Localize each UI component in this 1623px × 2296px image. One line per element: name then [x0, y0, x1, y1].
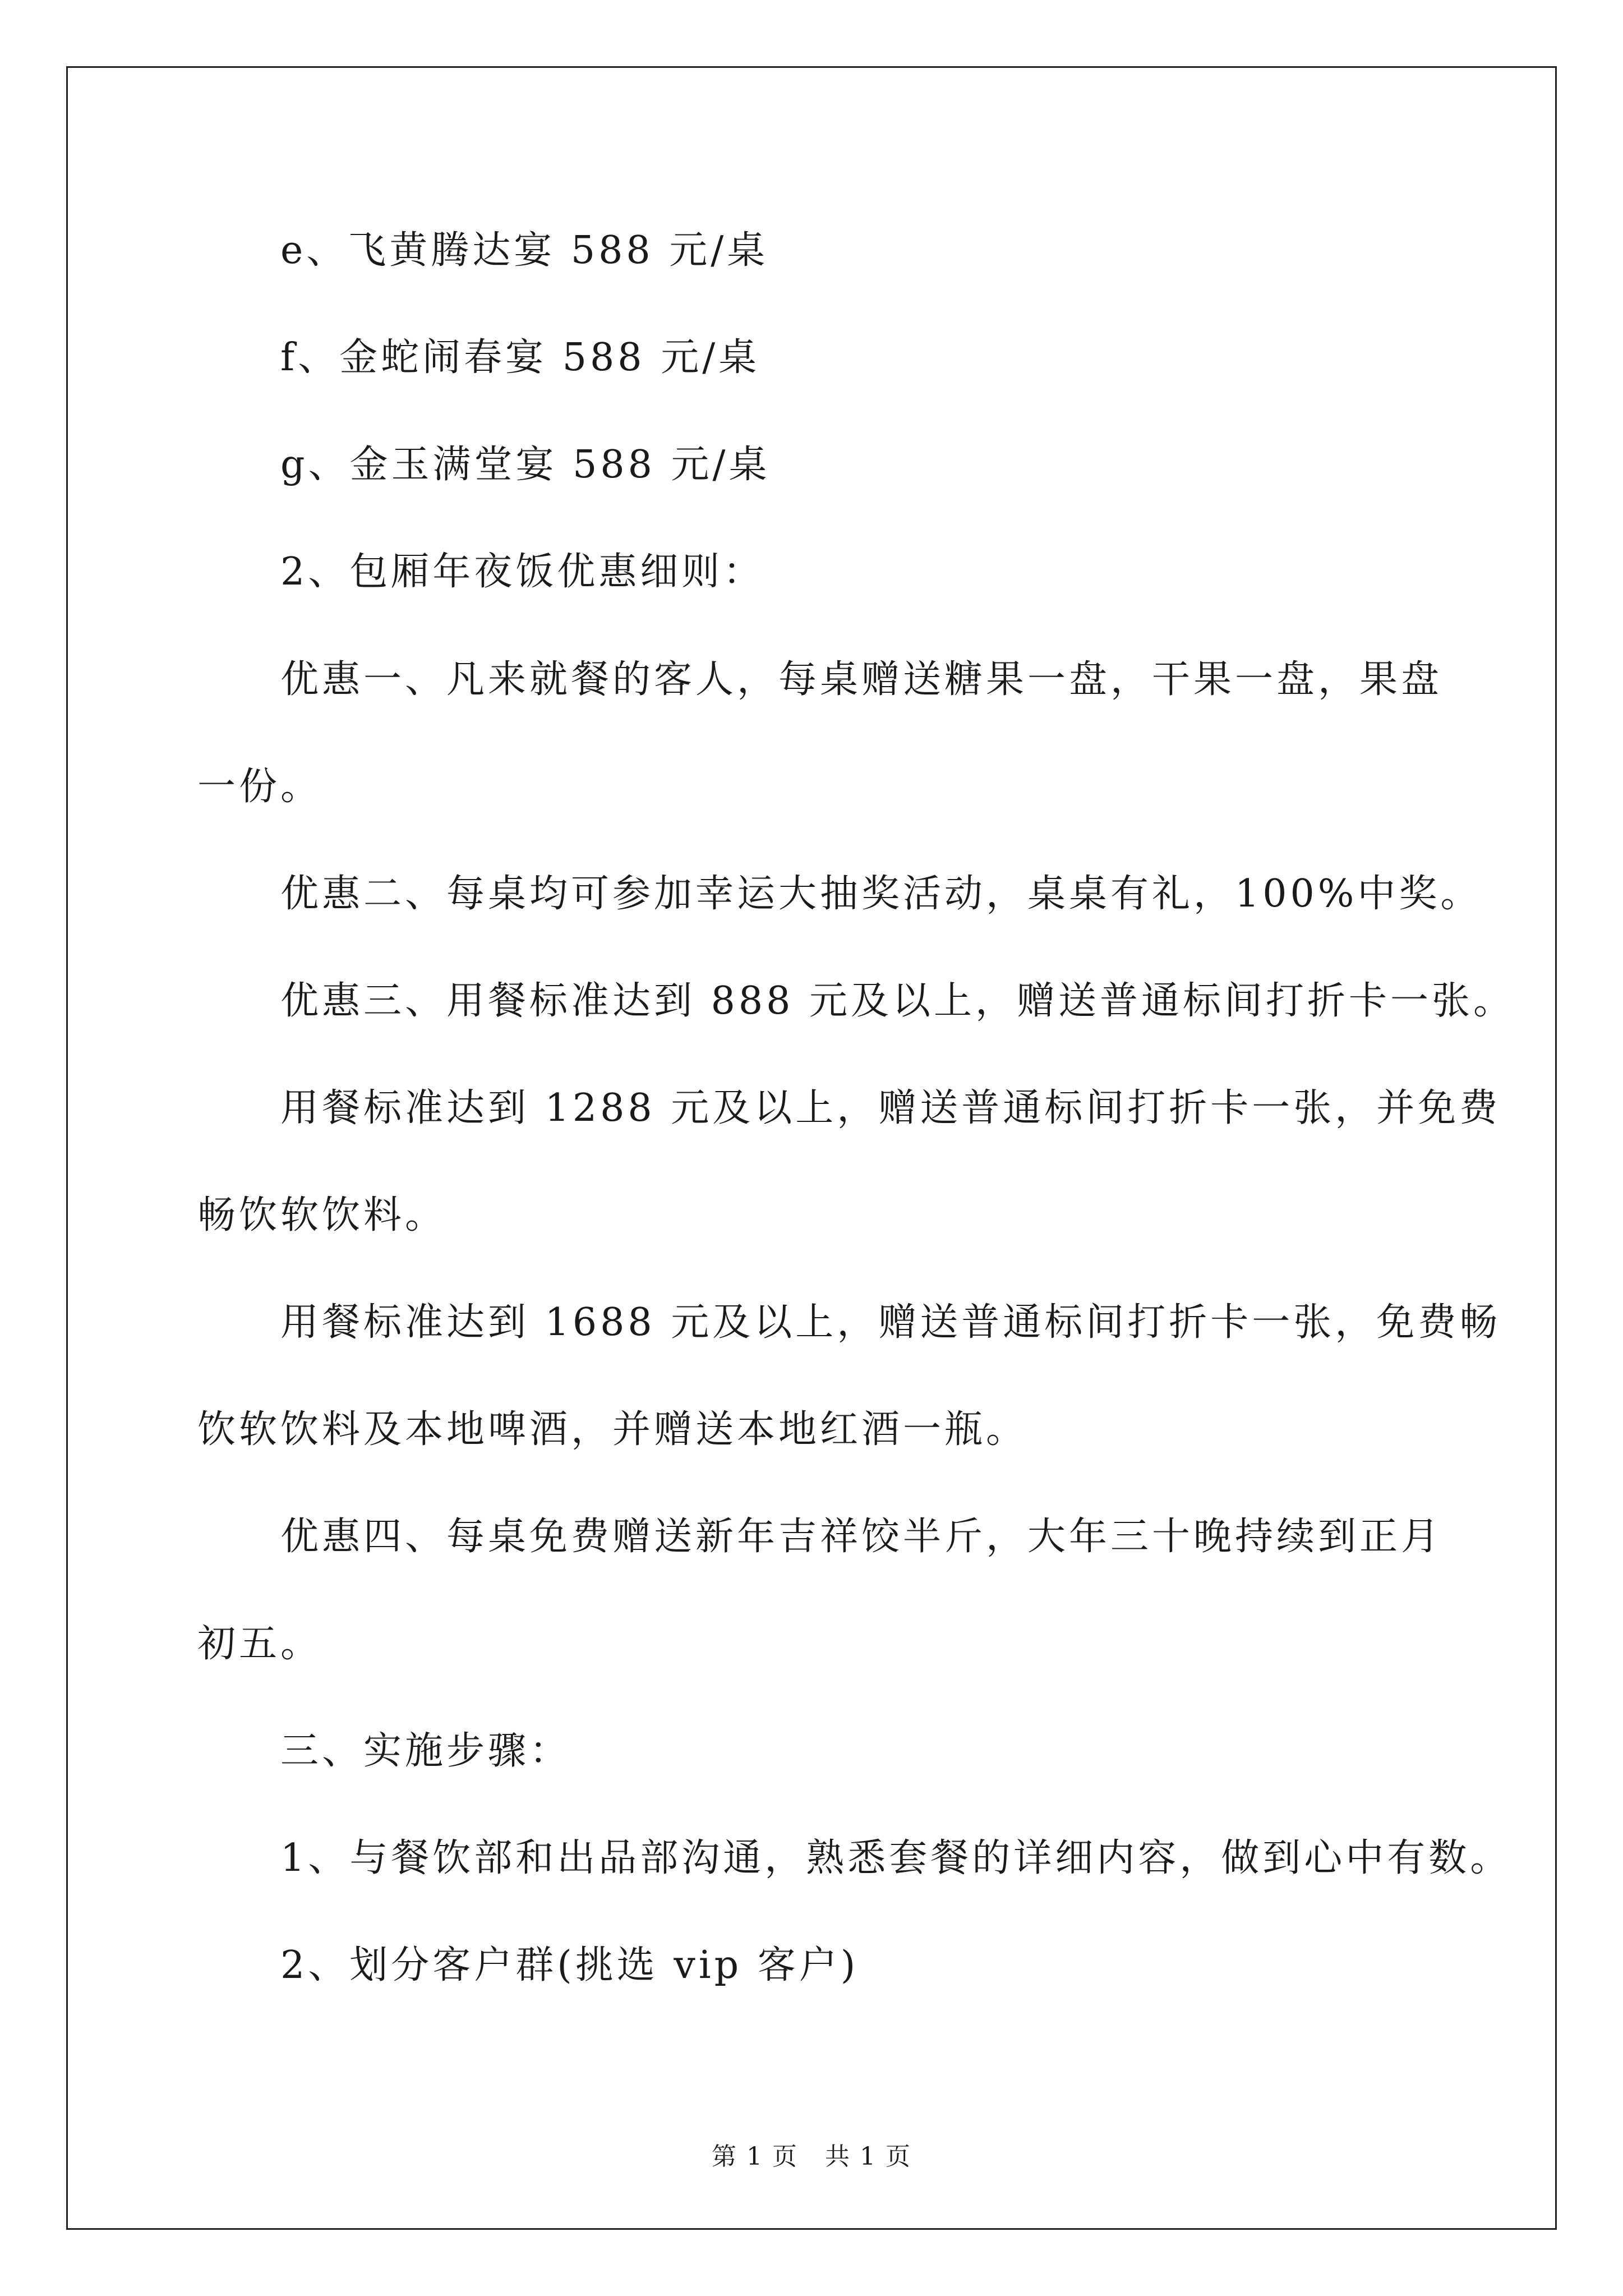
page-number-total: 共 1 页	[825, 2142, 911, 2171]
page-number-current: 第 1 页	[712, 2142, 798, 2171]
paragraph-line: 2、划分客户群(挑选 vip 客户)	[280, 1943, 859, 1987]
paragraph-line: 饮软饮料及本地啤酒，并赠送本地红酒一瓶。	[197, 1407, 1028, 1452]
paragraph-line: 1、与餐饮部和出品部沟通，熟悉套餐的详细内容，做到心中有数。	[280, 1836, 1512, 1880]
paragraph-line: 用餐标准达到 1288 元及以上，赠送普通标间打折卡一张，并免费	[280, 1086, 1501, 1130]
section-heading-private-room: 2、包厢年夜饭优惠细则：	[280, 550, 765, 594]
page-border	[66, 66, 1557, 2230]
menu-item-g: g、金玉满堂宴 588 元/桌	[280, 443, 771, 487]
paragraph-line: 一份。	[197, 765, 322, 809]
paragraph-line: 初五。	[197, 1622, 322, 1666]
paragraph-line: 优惠四、每桌免费赠送新年吉祥饺半斤，大年三十晚持续到正月	[280, 1515, 1443, 1559]
page-footer	[0, 2140, 1623, 2174]
paragraph-line: 优惠二、每桌均可参加幸运大抽奖活动，桌桌有礼，100%中奖。	[280, 872, 1482, 916]
paragraph-line: 用餐标准达到 1688 元及以上，赠送普通标间打折卡一张，免费畅	[280, 1300, 1501, 1345]
menu-item-f: f、金蛇闹春宴 588 元/桌	[280, 335, 760, 380]
paragraph-line: 优惠一、凡来就餐的客人，每桌赠送糖果一盘，干果一盘，果盘	[280, 657, 1443, 702]
menu-item-e: e、飞黄腾达宴 588 元/桌	[280, 228, 769, 273]
section-heading-steps: 三、实施步骤：	[280, 1729, 571, 1773]
paragraph-line: 畅饮软饮料。	[197, 1193, 447, 1237]
paragraph-line: 优惠三、用餐标准达到 888 元及以上，赠送普通标间打折卡一张。	[280, 979, 1515, 1023]
